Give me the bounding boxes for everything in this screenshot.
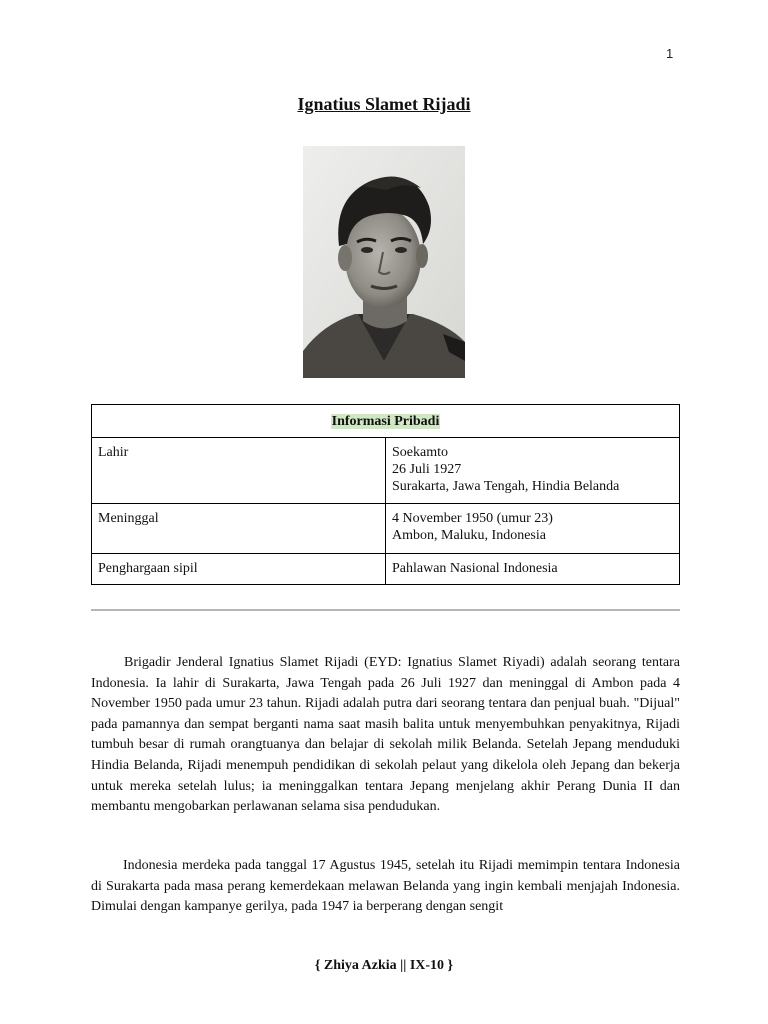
horizontal-divider [91,609,680,611]
birth-place: Surakarta, Jawa Tengah, Hindia Belanda [392,479,620,494]
row-value-meninggal [386,504,680,554]
table-row [92,438,680,504]
row-label-meninggal: Meninggal [92,504,386,554]
death-place: Ambon, Maluku, Indonesia [392,528,546,543]
portrait-photo [303,146,465,378]
page-footer: { Zhiya Azkia || IX-10 } [314,958,454,973]
award-value: Pahlawan Nasional Indonesia [392,561,558,576]
row-label-penghargaan: Penghargaan sipil [92,554,386,585]
table-row [92,504,680,554]
death-date: 4 November 1950 (umur 23) [392,511,553,526]
row-value-penghargaan [386,554,680,585]
row-label-lahir: Lahir [92,438,386,504]
info-table [91,404,680,585]
body-paragraph-2: Indonesia merdeka pada tanggal 17 Agustus 1945, setelah itu Rijadi memimpin tentara Indonesia di Surakarta pada masa perang kemerdekaan melawan Belanda yang ingin kembali menjajah Indonesia. Dimulai dengan kampanye gerilya, pada 1947 ia berperang dengan sengit [91,858,680,915]
portrait-photo-icon [303,146,465,378]
birth-name: Soekamto [392,445,448,460]
info-table-header [92,405,680,438]
info-table-header-label: Informasi Pribadi [331,414,440,429]
document-title: Ignatius Slamet Rijadi [297,94,471,114]
page-number: 1 [666,46,674,61]
row-value-lahir [386,438,680,504]
table-row [92,554,680,585]
birth-date: 26 Juli 1927 [392,462,462,477]
body-paragraph-1: Brigadir Jenderal Ignatius Slamet Rijadi (EYD: Ignatius Slamet Riyadi) adalah seorang tentara Indonesia. Ia lahir di Surakarta, Jawa Tengah pada 26 Juli 1927 dan meninggal di Ambon pada 4 November 1950 pada umur 23 tahun. Rijadi adalah putra dari seorang tentara dan penjual buah. "Dijual" pada pamannya dan sempat berganti nama saat masih balita untuk menyembuhkan penyakitnya, Rijadi tumbuh besar di rumah orangtuanya dan belajar di sekolah milik Belanda. Setelah Jepang menduduki Hindia Belanda, Rijadi menempuh pendidikan di sekolah pelaut yang dikelola oleh Jepang dan bekerja untuk mereka setelah lulus; ia meninggalkan tentara Jepang menjelang akhir Perang Dunia II dan membantu mengobarkan perlawanan selama sisa pendudukan. [91,655,680,815]
